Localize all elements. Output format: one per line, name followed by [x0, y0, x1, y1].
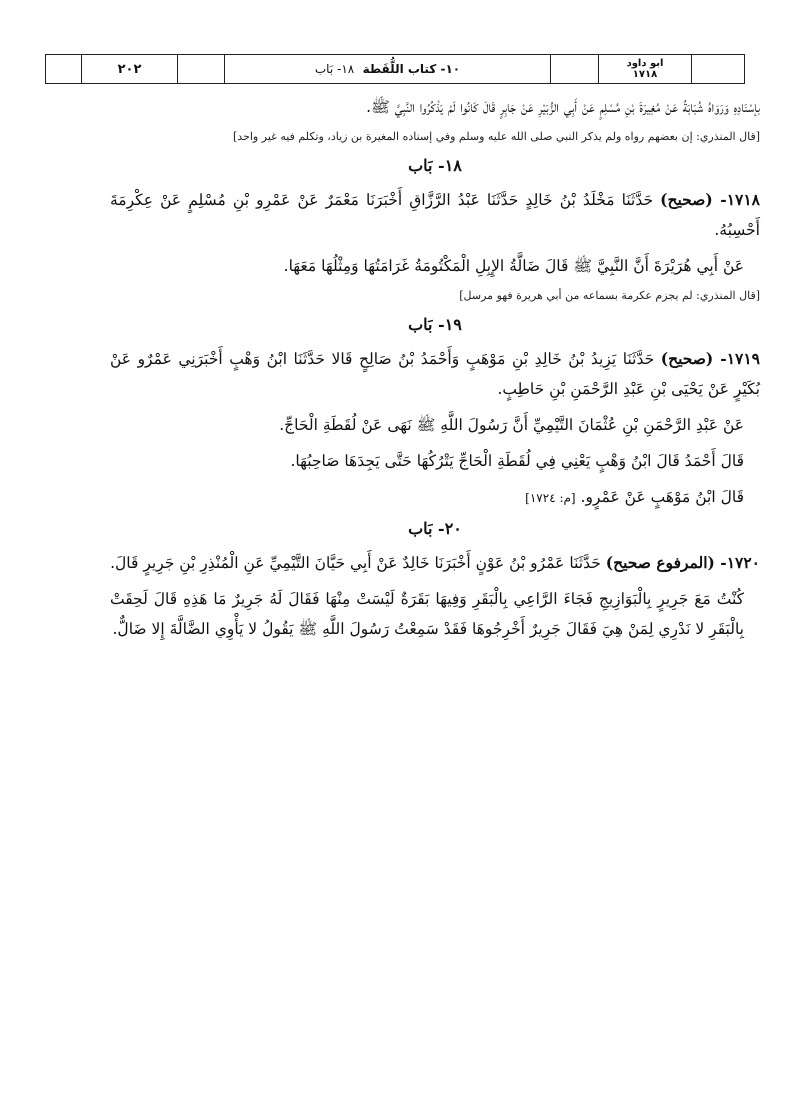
- hadith-1719-variant: [110, 482, 760, 513]
- hadith-1719-isnad: [110, 344, 760, 404]
- chapter-heading: ٢٠- بَاب: [408, 519, 462, 538]
- hadith-number-label: ١٧١٩- (صحيح): [660, 349, 760, 368]
- chapter-heading: ١٨- بَاب: [408, 156, 462, 175]
- mundhiri-note: [قال المنذري: إن بعضهم رواه ولم يذكر النبي صلى الله عليه وسلم وفي إسناده المغيرة بن زياد، وتكلم فيه غير واحد]: [233, 130, 760, 143]
- header-empty-cell: [551, 55, 599, 83]
- header-empty-cell: [46, 55, 82, 83]
- hadith-1719-commentary: قَالَ أَحْمَدُ قَالَ ابْنُ وَهْبٍ يَعْنِي فِي لُقَطَةِ الْحَاجِّ يَتْرُكُهَا حَتَّى يَجِدَهَا صَاحِبُهَا.: [290, 452, 744, 470]
- isnad-text: حَدَّثَنَا مَخْلَدُ بْنُ خَالِدٍ حَدَّثَنَا عَبْدُ الرَّزَّاقِ أَخْبَرَنَا مَعْمَرٌ عَنْ عَمْرِو بْنِ مُسْلِمٍ عَنْ عِكْرِمَةَ أَحْسِبُهُ.: [110, 191, 760, 239]
- chapter-ref: ١٨- بَاب: [314, 62, 355, 76]
- book-chapter-title: [225, 55, 551, 83]
- hadith-1718-isnad: [110, 185, 760, 245]
- page-body: [110, 92, 760, 650]
- hadith-1720-isnad: [110, 548, 760, 578]
- chapter-heading: ١٩- بَاب: [408, 315, 462, 334]
- header-empty-cell: [178, 55, 225, 83]
- cross-reference: [م: ١٧٢٤]: [525, 491, 576, 505]
- hadith-1719-matn: عَنْ عَبْدِ الرَّحْمَنِ بْنِ عُثْمَانَ التَّيْمِيِّ أَنَّ رَسُولَ اللَّهِ ﷺ نَهَى عَنْ لُقَطَةِ الْحَاجِّ.: [279, 416, 744, 434]
- hadith-number-label: ١٧١٨- (صحيح): [660, 190, 760, 209]
- page-number: ٢٠٢: [82, 55, 178, 83]
- author-hadith-cell: [599, 55, 692, 83]
- book-title: ١٠- كتاب اللُّقَطة: [362, 62, 461, 76]
- hadith-number: ١٧١٨: [632, 69, 658, 80]
- isnad-text: حَدَّثَنَا عَمْرُو بْنُ عَوْنٍ أَخْبَرَنَا خَالِدٌ عَنْ أَبِي حَيَّانَ التَّيْمِيِّ عَنِ الْمُنْذِرِ بْنِ جَرِيرٍ قَالَ.: [110, 554, 601, 572]
- hadith-number-label: ١٧٢٠- (المرفوع صحيح): [605, 553, 760, 572]
- hadith-1720-matn: كُنْتُ مَعَ جَرِيرٍ بِالْبَوَازِيجِ فَجَاءَ الرَّاعِي بِالْبَقَرِ وَفِيهَا بَقَرَةٌ لَيْسَتْ مِنْهَا فَقَالَ لَهُ جَرِيرٌ مَا هَذِهِ قَالَ لَحِقَتْ بِالْبَقَرِ لا نَدْرِي لِمَنْ هِيَ فَقَالَ جَرِيرٌ أَخْرِجُوهَا فَقَدْ سَمِعْتُ رَسُولَ اللَّهِ ﷺ يَقُولُ لا يَأْوِي الضَّالَّةَ إِلا ضَالٌّ.: [110, 590, 744, 638]
- header-empty-cell: [692, 55, 744, 83]
- hadith-1718-matn: عَنْ أَبِي هُرَيْرَةَ أَنَّ النَّبِيَّ ﷺ قَالَ ضَالَّةُ الإِبِلِ الْمَكْتُومَةُ غَرَامَتُهَا وَمِثْلُهَا مَعَهَا.: [283, 257, 744, 275]
- running-header: [45, 54, 745, 84]
- mundhiri-note: [قال المنذري: لم يجزم عكرمة بسماعه من أبي هريرة فهو مرسل]: [459, 289, 760, 302]
- variant-text: قَالَ ابْنُ مَوْهَبٍ عَنْ عَمْرٍو.: [580, 488, 744, 506]
- paragraph: بإسْنَادِهِ وَرَوَاهُ شُبَابَةُ عَنْ مُغِيرَةَ بْنِ مُسْلِمٍ عَنْ أَبِي الزُّبَيْرِ عَنْ جَابِرٍ قَالَ كَانُوا لَمْ يَذْكُرُوا النَّبِيَّ ﷺ.: [366, 98, 760, 116]
- author-name: ابو داود: [626, 58, 664, 69]
- isnad-text: حَدَّثَنَا يَزِيدُ بْنُ خَالِدِ بْنِ مَوْهَبٍ وَأَحْمَدُ بْنُ صَالِحٍ قَالا حَدَّثَنَا ابْنُ وَهْبٍ أَخْبَرَنِي عَمْرٌو عَنْ بُكَيْرٍ عَنْ يَحْيَى بْنِ عَبْدِ الرَّحْمَنِ بْنِ حَاطِبٍ.: [110, 350, 760, 398]
